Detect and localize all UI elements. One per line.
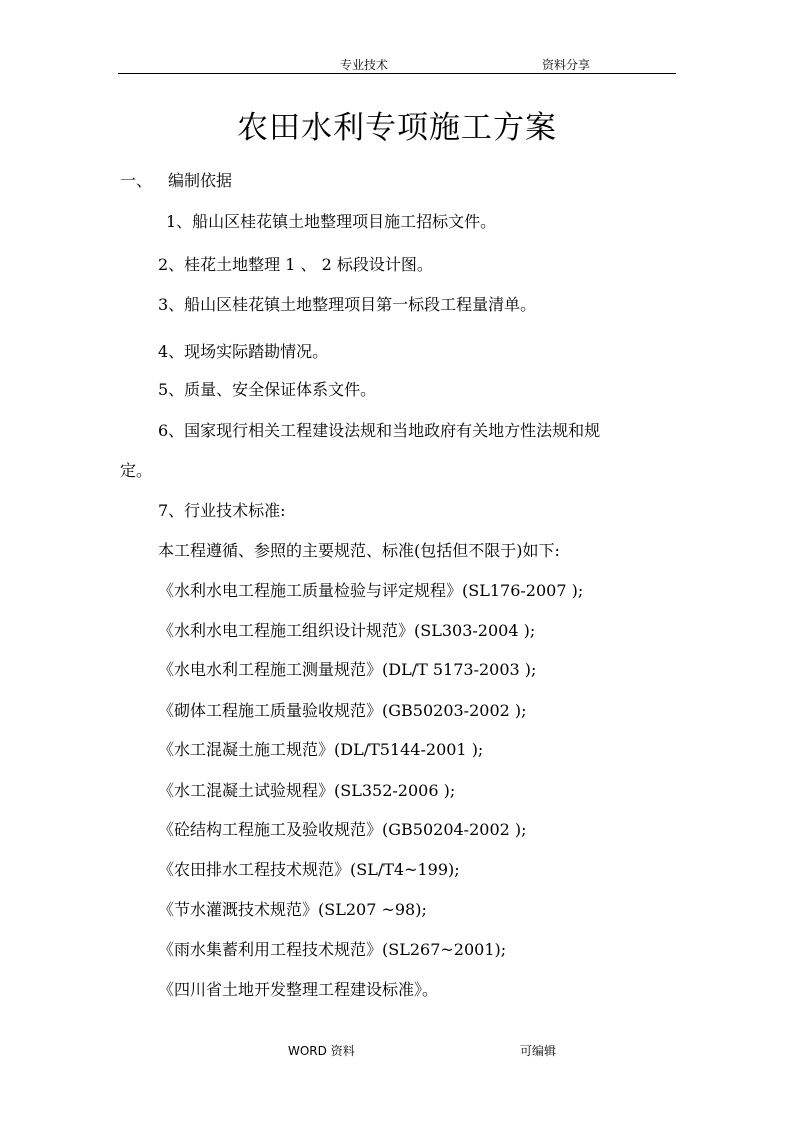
standard-item: 《水工混凝土施工规范》(DL/T5144-2001 ); [158,740,484,759]
section-heading [120,170,232,192]
standard-item: 《水利水电工程施工组织设计规范》(SL303-2004 ); [158,621,536,640]
standard-item: 《水电水利工程施工测量规范》(DL/T 5173-2003 ); [158,660,537,679]
standard-item: 《农田排水工程技术规范》(SL/T4~199); [158,860,460,879]
standard-item: 《雨水集蓄利用工程技术规范》(SL267~2001); [158,940,507,959]
basis-item-3: 3、船山区桂花镇土地整理项目第一标段工程量清单。 [158,295,537,314]
standard-item: 《四川省土地开发整理工程建设标准》。 [158,980,439,999]
standard-item: 《砼结构工程施工及验收规范》(GB50204-2002 ); [158,820,527,839]
header-divider [118,73,676,74]
basis-item-4: 4、现场实际踏勘情况。 [158,342,329,361]
footer-right-text: 可编辑 [520,1044,557,1058]
standard-item: 《砌体工程施工质量验收规范》(GB50203-2002 ); [158,701,527,720]
header-left-text: 专业技术 [340,58,389,72]
basis-item-6-continued: 定。 [120,461,153,480]
standards-intro: 本工程遵循、参照的主要规范、标准(包括但不限于)如下: [158,541,560,560]
standard-item: 《水工混凝土试验规程》(SL352-2006 ); [158,781,456,800]
header-right-text: 资料分享 [542,58,591,72]
basis-item-1: 1、船山区桂花镇土地整理项目施工招标文件。 [166,212,497,231]
basis-item-7: 7、行业技术标准: [158,501,286,520]
standard-item: 《水利水电工程施工质量检验与评定规程》(SL176-2007 ); [158,581,584,600]
basis-item-2: 2、桂花土地整理 1 、 2 标段设计图。 [158,255,433,274]
basis-item-5: 5、质量、安全保证体系文件。 [158,380,377,399]
section-title: 编制依据 [168,171,233,190]
basis-item-6: 6、国家现行相关工程建设法规和当地政府有关地方性法规和规 [158,421,601,440]
document-title: 农田水利专项施工方案 [237,110,557,146]
section-number: 一、 [120,171,153,190]
footer-left-text: WORD 资料 [288,1044,355,1058]
standard-item: 《节水灌溉技术规范》(SL207 ~98); [158,900,427,919]
page-header [0,56,794,74]
